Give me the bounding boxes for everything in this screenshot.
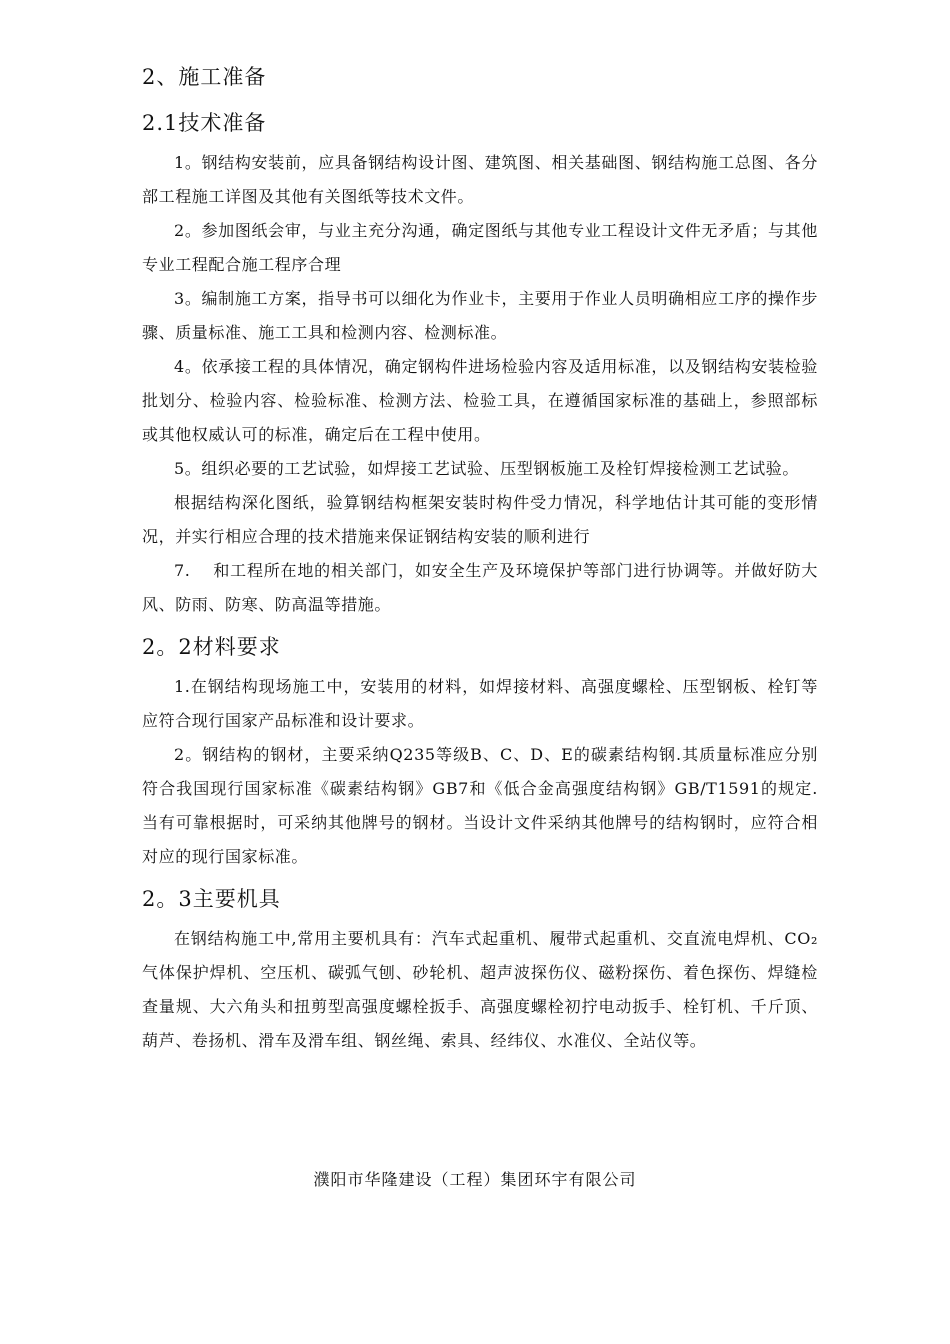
paragraph: 4。依承接工程的具体情况，确定钢构件进场检验内容及适用标准，以及钢结构安装检验批划分、检验内容、检验标准、检测方法、检验工具，在遵循国家标准的基础上，参照部标或其他权威认可的标准，确定后在工程中使用。: [142, 357, 818, 444]
paragraph: 3。编制施工方案，指导书可以细化为作业卡，主要用于作业人员明确相应工序的操作步骤、质量标准、施工工具和检测内容、检测标准。: [142, 289, 818, 342]
paragraph: 1。钢结构安装前，应具备钢结构设计图、建筑图、相关基础图、钢结构施工总图、各分部工程施工详图及其他有关图纸等技术文件。: [142, 153, 818, 206]
paragraph: 5。组织必要的工艺试验，如焊接工艺试验、压型钢板施工及栓钉焊接检测工艺试验。: [174, 459, 799, 478]
paragraph: 2。钢结构的钢材，主要采纳Q235等级B、C、D、E的碳素结构钢.其质量标准应分别符合我国现行国家标准《碳素结构钢》GB7和《低合金高强度结构钢》GB/T1591的规定.当有可靠根据时，可采纳其他牌号的钢材。当设计文件采纳其他牌号的结构钢时，应符合相对应的现行国家标准。: [142, 745, 818, 866]
section-heading-tech-prep: 2.1技术准备: [142, 111, 267, 135]
paragraph: 7. 和工程所在地的相关部门，如安全生产及环境保护等部门进行协调等。并做好防大风、防雨、防寒、防高温等措施。: [142, 561, 818, 614]
section-heading-materials: 2。2材料要求: [142, 635, 281, 659]
paragraph: 2。参加图纸会审，与业主充分沟通，确定图纸与其他专业工程设计文件无矛盾；与其他专业工程配合施工程序合理: [142, 221, 818, 274]
section-heading-equipment: 2。3主要机具: [142, 887, 281, 911]
document-body: [142, 60, 818, 1058]
paragraph: 1.在钢结构现场施工中，安装用的材料，如焊接材料、高强度螺栓、压型钢板、栓钉等应符合现行国家产品标准和设计要求。: [142, 677, 818, 730]
paragraph: 根据结构深化图纸，验算钢结构框架安装时构件受力情况，科学地估计其可能的变形情况，并实行相应合理的技术措施来保证钢结构安装的顺利进行: [142, 493, 818, 546]
paragraph: 在钢结构施工中,常用主要机具有：汽车式起重机、履带式起重机、交直流电焊机、CO₂气体保护焊机、空压机、碳弧气刨、砂轮机、超声波探伤仪、磁粉探伤、着色探伤、焊缝检查量规、大六角头和扭剪型高强度螺栓扳手、高强度螺栓初拧电动扳手、栓钉机、千斤顶、葫芦、卷扬机、滑车及滑车组、钢丝绳、索具、经纬仪、水准仪、全站仪等。: [142, 929, 818, 1050]
page-title: 2、施工准备: [142, 65, 267, 89]
company-footer: 濮阳市华隆建设（工程）集团环宇有限公司: [313, 1170, 637, 1189]
